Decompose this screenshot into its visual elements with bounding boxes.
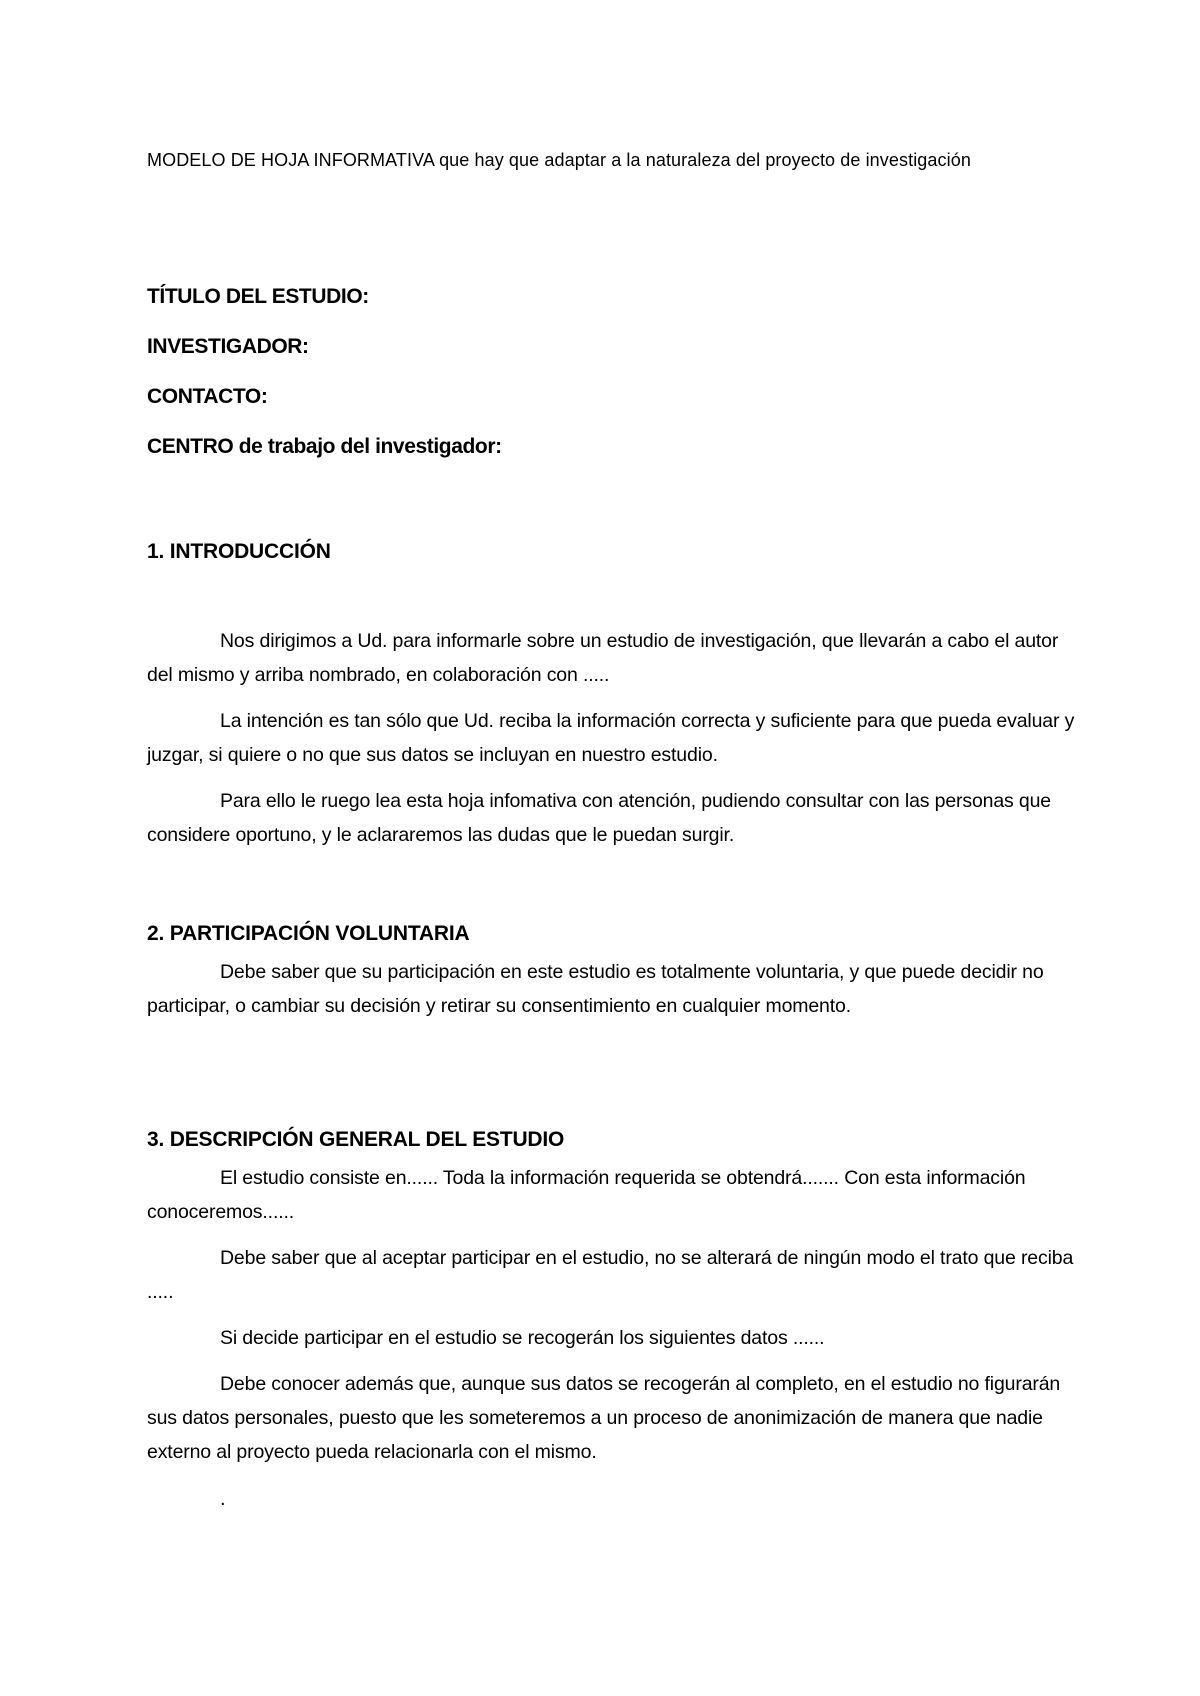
field-centro: CENTRO de trabajo del investigador: (147, 435, 502, 458)
section-heading-participacion: 2. PARTICIPACIÓN VOLUNTARIA (147, 922, 470, 945)
section-heading-descripcion: 3. DESCRIPCIÓN GENERAL DEL ESTUDIO (147, 1128, 565, 1151)
intro-paragraph-2: La intención es tan sólo que Ud. reciba la información correcta y suficiente para que pueda evaluar y juzgar, si quiere o no que sus datos se incluyan en nuestro estudio. (147, 710, 1075, 766)
intro-paragraph-3: Para ello le ruego lea esta hoja infomativa con atención, pudiendo consultar con las personas que considere oportuno, y le aclararemos las dudas que le puedan surgir. (147, 790, 1052, 846)
descripcion-paragraph-3: Si decide participar en el estudio se recogerán los siguientes datos ...... (220, 1327, 825, 1349)
participacion-paragraph-1: Debe saber que su participación en este estudio es totalmente voluntaria, y que puede decidir no participar, o cambiar su decisión y retirar su consentimiento en cualquier momento. (147, 961, 1044, 1017)
descripcion-paragraph-4: Debe conocer además que, aunque sus datos se recogerán al completo, en el estudio no figurarán sus datos personales, puesto que les someteremos a un proceso de anonimización de manera que nadie externo al proyecto pueda relacionarla con el mismo. (147, 1373, 1061, 1463)
descripcion-paragraph-2: Debe saber que al aceptar participar en el estudio, no se alterará de ningún modo el trato que reciba ..... (147, 1247, 1074, 1303)
descripcion-paragraph-1: El estudio consiste en...... Toda la información requerida se obtendrá....... Con esta información conoceremos...... (147, 1167, 1026, 1223)
field-contacto: CONTACTO: (147, 385, 268, 408)
header-note: MODELO DE HOJA INFORMATIVA que hay que adaptar a la naturaleza del proyecto de investigación (147, 150, 971, 170)
field-titulo: TÍTULO DEL ESTUDIO: (147, 285, 369, 308)
section-heading-introduccion: 1. INTRODUCCIÓN (147, 540, 331, 563)
field-investigador: INVESTIGADOR: (147, 335, 309, 358)
intro-paragraph-1: Nos dirigimos a Ud. para informarle sobre un estudio de investigación, que llevarán a cabo el autor del mismo y arriba nombrado, en colaboración con ..... (147, 630, 1059, 686)
trailing-dot: . (220, 1488, 226, 1510)
